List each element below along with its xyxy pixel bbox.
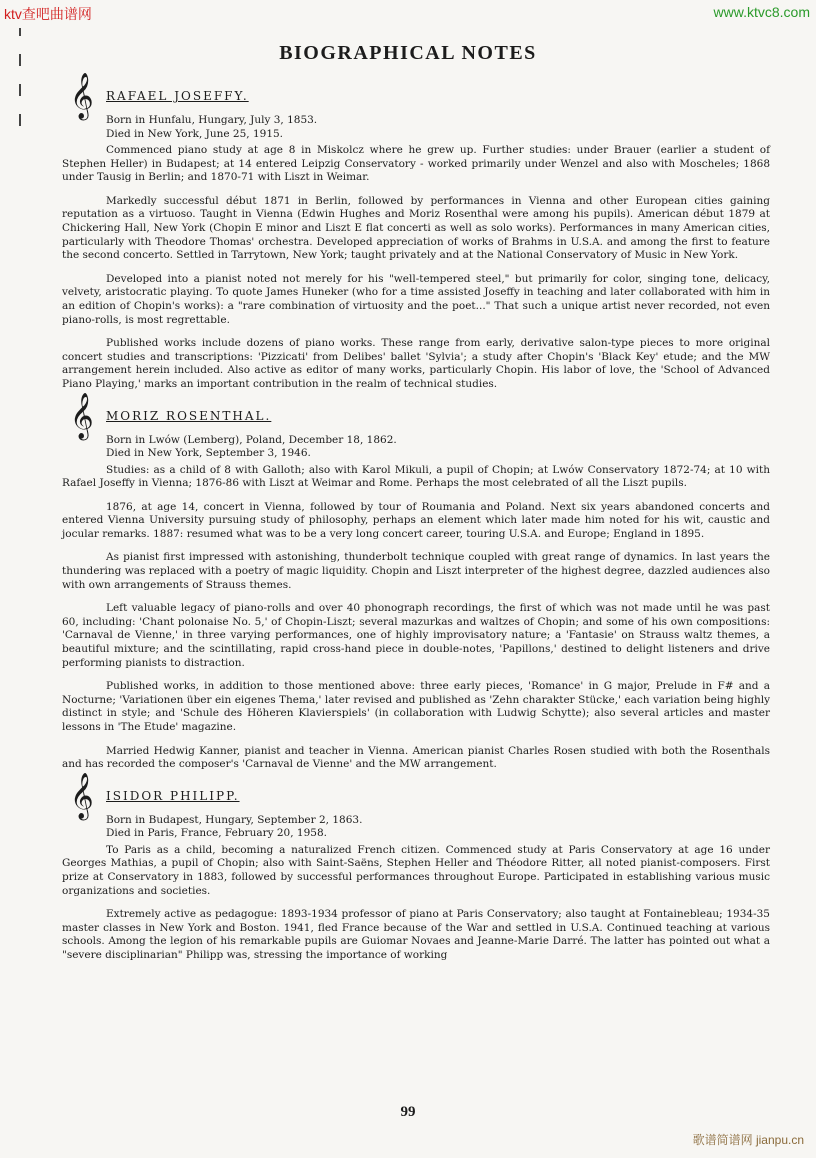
- bio-paragraph: 1876, at age 14, concert in Vienna, followed by tour of Roumania and Poland. Next six years abandoned concerts and entered Vienna University pursuing study of philosophy, perhaps an element which later made him noted for his wit, caustic and jocular remarks. 1887: resumed what was to be a very long concert career, touring U.S.A. and Europe; England in 1895.: [62, 500, 770, 540]
- bio-paragraph: Markedly successful début 1871 in Berlin, followed by performances in Vienna and other European cities gaining reputation as a virtuoso. Taught in Vienna (Edwin Hughes and Moriz Rosenthal were among his pupils). American début 1879 at Chickering Hall, New York (Chopin E minor and Liszt E flat concerti as well as solo works). Performances in many American cities, particularly with Theodore Thomas' orchestra. Developed appreciation of works of Brahms in U.S.A. and among the first to feature the second concerto. Settled in Tarrytown, New York; taught privately and at the National Conservatory of Music in New York.: [62, 194, 770, 262]
- treble-clef-icon: 𝄞: [70, 392, 94, 439]
- bio-paragraph: Extremely active as pedagogue: 1893-1934 professor of piano at Paris Conservatory; also taught at Fontainebleau; 1934-35 master classes in New York and Boston. 1941, fled France because of the War and settled in U.S.A. Continued teaching at various schools. Among the legion of his remarkable pupils are Guiomar Novaes and Jeanne-Marie Darré. The latter has pointed out what a "severe disciplinarian" Philipp was, stressing the importance of working: [62, 908, 770, 961]
- bio-dates: [106, 814, 362, 841]
- bio-died: Died in Paris, France, February 20, 1958.: [106, 827, 327, 840]
- bio-paragraph: Married Hedwig Kanner, pianist and teacher in Vienna. American pianist Charles Rosen studied with both the Rosenthals and has recorded the composer's 'Carnaval de Vienne' and the MW arrangement.: [62, 744, 770, 771]
- bio-paragraph: Published works, in addition to those mentioned above: three early pieces, 'Romance' in G major, Prelude in F# and a Nocturne; 'Variationen über ein eigenes Thema,' later revised and published as 'Zehn charakter Stücke,' each variation being highly distinct in style; and 'Schule des Höheren Klavierspiels' (in collaboration with Ludwig Schytte); also several articles and master lessons in 'The Etude' magazine.: [62, 680, 770, 733]
- page-title: BIOGRAPHICAL NOTES: [279, 42, 537, 64]
- bio-paragraph: Commenced piano study at age 8 in Miskolcz where he grew up. Further studies: under Brauer (earlier a student of Stephen Heller) in Budapest; at 14 entered Leipzig Conservatory - worked primarily under Wenzel and also with Moscheles; 1868 under Tausig in Berlin; and 1870-71 with Liszt in Weimar.: [62, 144, 770, 184]
- treble-clef-icon: 𝄞: [70, 73, 94, 119]
- bio-header: [62, 392, 770, 464]
- watermark-bottom-right: 歌谱简谱网 jianpu.cn: [692, 1133, 804, 1147]
- bio-died: Died in New York, June 25, 1915.: [106, 127, 284, 140]
- bio-paragraph: Developed into a pianist noted not merely for his "well-tempered steel," but primarily for color, singing tone, delicacy, velvety, aristocratic playing. To quote James Huneker (who for a time assisted Joseffy in teaching and later collaborated with him in an edition of Chopin's works): a "rare combination of virtuosity and the poet..." That such a unique artist never recorded, not even piano-rolls, is most regrettable.: [62, 272, 770, 326]
- bio-name: ISIDOR PHILIPP.: [106, 788, 240, 803]
- bio-paragraph: Left valuable legacy of piano-rolls and over 40 phonograph recordings, the first of which was not made until he was past 60, including: 'Chant polonaise No. 5,' of Chopin-Liszt; several mazurkas and waltzes of Chopin; and some of his own compositions: 'Carnaval de Vienne,' in three varying performances, one of highly improvisatory nature; a 'Fantasie' on Strauss waltz themes, a beautiful mixture; and the scintillating, rapid cross-hand piece in double-notes, 'Papillons,' destined to delight listeners and drive performing pianists to distraction.: [62, 602, 770, 669]
- bio-paragraph: Studies: as a child of 8 with Galloth; also with Karol Mikuli, a pupil of Chopin; at Lwów Conservatory 1872-74; at 10 with Rafael Joseffy in Vienna; 1876-86 with Liszt at Weimar and Rome. Perhaps the most celebrated of all the Liszt pupils.: [62, 463, 770, 490]
- bio-dates: [106, 114, 317, 141]
- watermark-top-right: www.ktvc8.com: [713, 4, 810, 20]
- bio-born: Born in Hunfalu, Hungary, July 3, 1853.: [106, 114, 318, 126]
- bio-header: [62, 73, 770, 144]
- bio-paragraph: Published works include dozens of piano works. These range from early, derivative salon-type pieces to more original concert studies and transcriptions: 'Pizzicati' from Delibes' ballet 'Sylvia'; a study after Chopin's 'Black Key' etude; and the MW arrangement herein included. Also active as editor of many works, particularly Chopin. His labor of love, the 'School of Advanced Piano Playing,' marks an important contribution in the realm of technical studies.: [62, 337, 770, 390]
- treble-clef-icon: 𝄞: [70, 772, 94, 819]
- page-number: 99: [400, 1104, 416, 1120]
- bio-header: [62, 772, 770, 844]
- bio-died: Died in New York, September 3, 1946.: [106, 447, 311, 459]
- bio-born: Born in Lwów (Lemberg), Poland, December 18, 1862.: [106, 433, 397, 446]
- watermark-top-left: ktv查吧曲谱网: [4, 6, 92, 22]
- bio-dates: [106, 434, 397, 461]
- bio-paragraph: As pianist first impressed with astonishing, thunderbolt technique coupled with great range of dynamics. In last years the thundering was replaced with a poetry of magic liquidity. Chopin and Liszt interpreter of the highest degree, dazzled audiences also with own arrangements of Strauss themes.: [62, 551, 770, 591]
- bio-born: Born in Budapest, Hungary, September 2, 1863.: [106, 813, 363, 826]
- bio-content: [62, 73, 770, 973]
- bio-paragraph: To Paris as a child, becoming a naturalized French citizen. Commenced study at Paris Conservatory at age 16 under Georges Mathias, a pupil of Chopin; also with Saint-Saëns, Stephen Heller and Théodore Ritter, all noted pianist-composers. First prize at Conservatory in 1883, followed by successful performances throughout Europe. Participated in establishing various music organizations and societies.: [62, 843, 770, 897]
- bio-name: RAFAEL JOSEFFY.: [106, 89, 249, 103]
- bio-name: MORIZ ROSENTHAL.: [106, 408, 272, 423]
